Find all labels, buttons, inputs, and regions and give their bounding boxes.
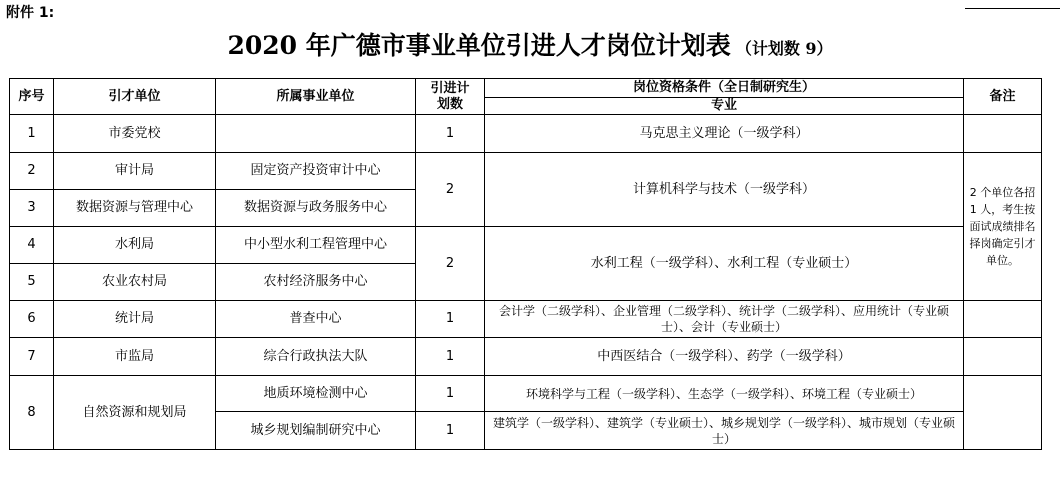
cell-plan: 1: [416, 115, 485, 153]
cell-major: 马克思主义理论（一级学科）: [485, 115, 964, 153]
table-header-row: [10, 79, 1042, 98]
cell-unit: 数据资源与管理中心: [54, 190, 216, 227]
cell-major: 水利工程（一级学科）、水利工程（专业硕士）: [485, 227, 964, 301]
attachment-label: 附件 1:: [6, 5, 55, 21]
cell-unit: 自然资源和规划局: [54, 376, 216, 450]
cell-affiliate: 农村经济服务中心: [216, 264, 416, 301]
cell-remark-empty: [964, 301, 1042, 338]
cell-seq: 4: [10, 227, 54, 264]
cell-unit: 农业农村局: [54, 264, 216, 301]
cell-seq: 6: [10, 301, 54, 338]
table-row: [10, 153, 1042, 190]
cell-affiliate: [216, 115, 416, 153]
cell-plan: 1: [416, 376, 485, 412]
header-rule: [965, 8, 1060, 9]
cell-major: 计算机科学与技术（一级学科）: [485, 153, 964, 227]
cell-plan: 1: [416, 301, 485, 338]
cell-plan: 2: [416, 153, 485, 227]
cell-plan: 2: [416, 227, 485, 301]
cell-affiliate: 固定资产投资审计中心: [216, 153, 416, 190]
table-row: [10, 301, 1042, 338]
header-unit: 引才单位: [54, 79, 216, 115]
cell-unit: 市委党校: [54, 115, 216, 153]
header-qualification: 岗位资格条件（全日制研究生）: [485, 79, 964, 98]
table-row: [10, 115, 1042, 153]
cell-major: 建筑学（一级学科）、建筑学（专业硕士）、城乡规划学（一级学科）、城市规划（专业硕士）: [485, 412, 964, 450]
table-row: [10, 338, 1042, 376]
cell-affiliate: 中小型水利工程管理中心: [216, 227, 416, 264]
table-row: [10, 376, 1042, 412]
cell-affiliate: 城乡规划编制研究中心: [216, 412, 416, 450]
cell-remark: 2 个单位各招 1 人，考生按面试成绩排名择岗确定引才单位。: [964, 153, 1042, 301]
cell-unit: 统计局: [54, 301, 216, 338]
cell-unit: 水利局: [54, 227, 216, 264]
header-plan: 引进计划数: [416, 79, 485, 115]
cell-affiliate: 数据资源与政务服务中心: [216, 190, 416, 227]
cell-seq: 8: [10, 376, 54, 450]
cell-plan: 1: [416, 412, 485, 450]
cell-affiliate: 地质环境检测中心: [216, 376, 416, 412]
cell-seq: 7: [10, 338, 54, 376]
header-affiliate: 所属事业单位: [216, 79, 416, 115]
cell-plan: 1: [416, 338, 485, 376]
cell-major: 中西医结合（一级学科）、药学（一级学科）: [485, 338, 964, 376]
cell-affiliate: 普查中心: [216, 301, 416, 338]
cell-remark-empty: [964, 376, 1042, 450]
document-title: [0, 26, 1060, 62]
talent-plan-table: [9, 78, 1042, 450]
cell-major: 会计学（二级学科）、企业管理（二级学科）、统计学（二级学科）、应用统计（专业硕士）、会计（专业硕士）: [485, 301, 964, 338]
title-main: 2020 年广德市事业单位引进人才岗位计划表: [227, 31, 731, 60]
cell-seq: 3: [10, 190, 54, 227]
header-major: 专业: [485, 98, 964, 115]
header-seq: 序号: [10, 79, 54, 115]
cell-unit: 市监局: [54, 338, 216, 376]
cell-remark-empty: [964, 115, 1042, 153]
cell-seq: 2: [10, 153, 54, 190]
cell-seq: 5: [10, 264, 54, 301]
cell-seq: 1: [10, 115, 54, 153]
table-row: [10, 227, 1042, 264]
title-plan-count: （计划数 9）: [735, 39, 833, 58]
header-remark: 备注: [964, 79, 1042, 115]
cell-affiliate: 综合行政执法大队: [216, 338, 416, 376]
cell-remark-empty: [964, 338, 1042, 376]
cell-major: 环境科学与工程（一级学科）、生态学（一级学科）、环境工程（专业硕士）: [485, 376, 964, 412]
cell-unit: 审计局: [54, 153, 216, 190]
